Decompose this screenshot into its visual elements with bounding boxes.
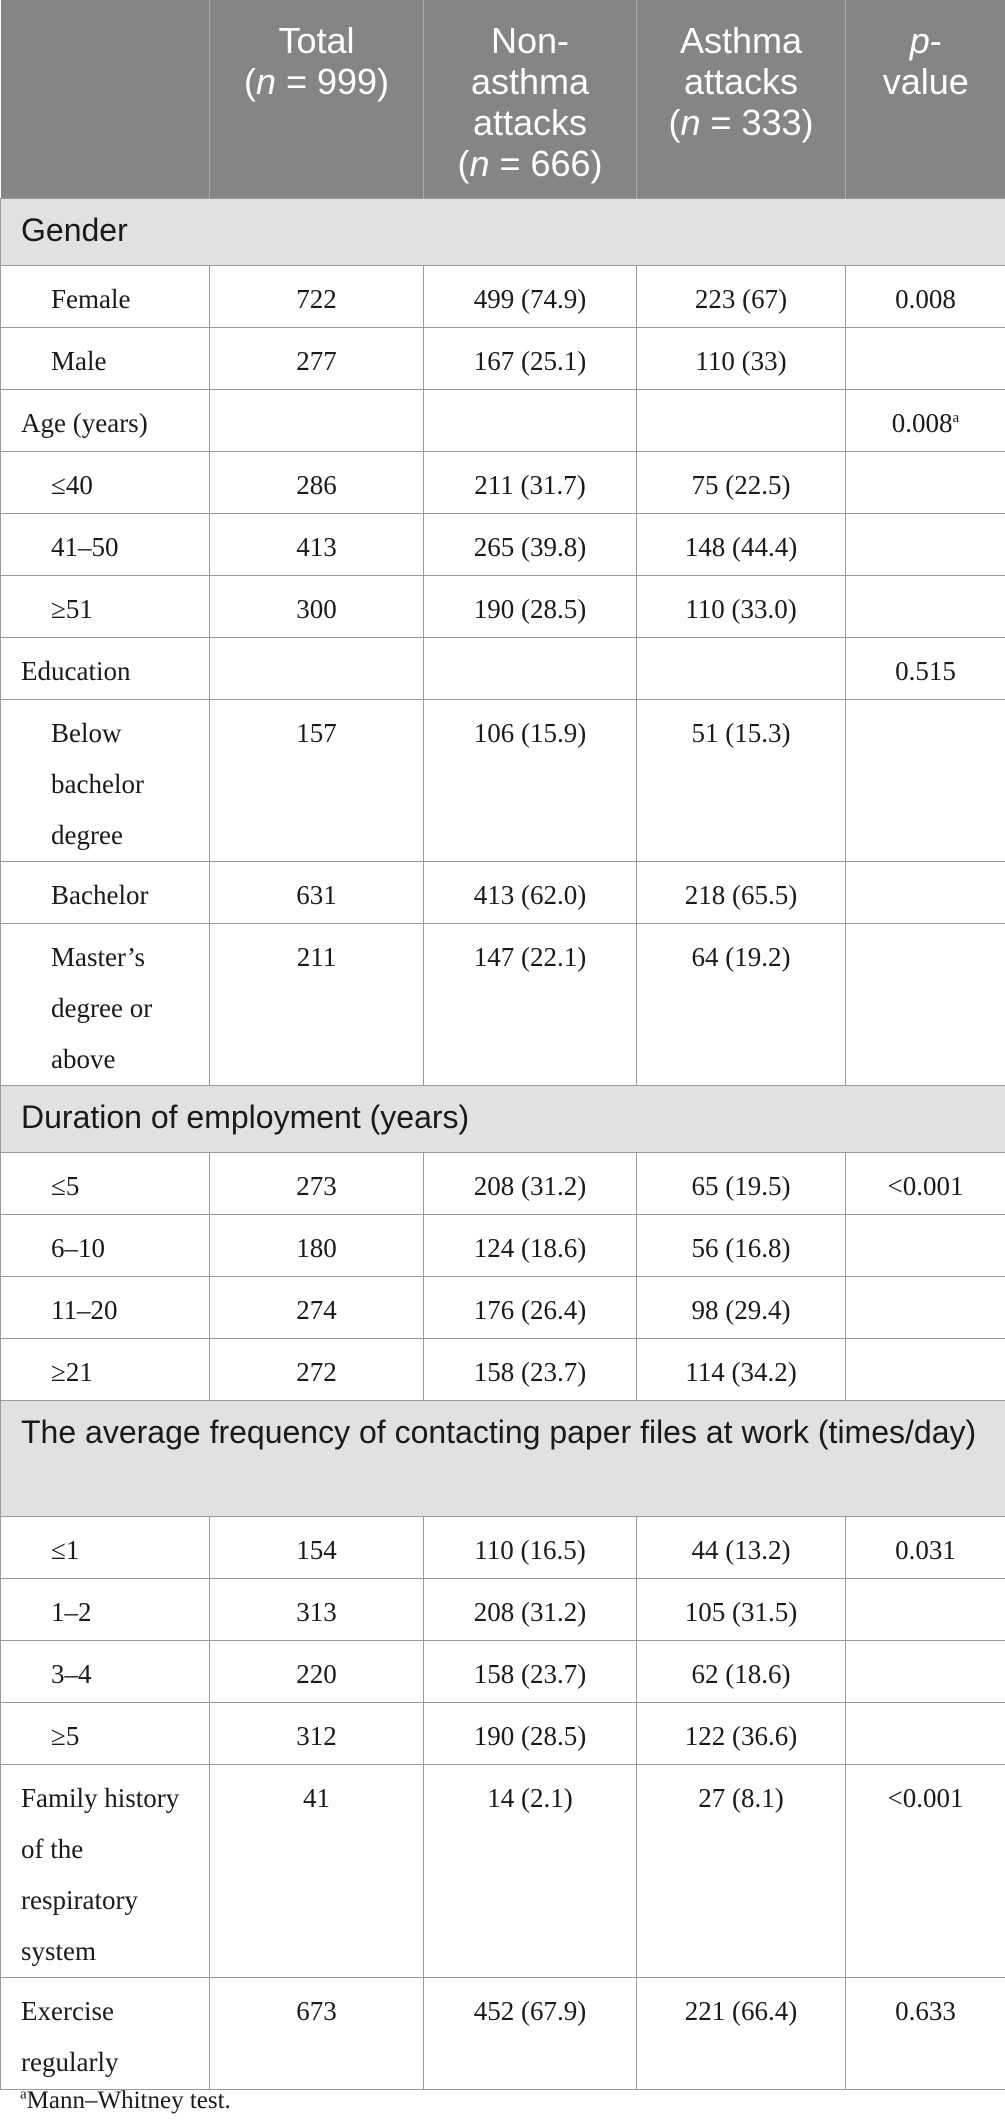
asthma-cell: 114 (34.2) — [637, 1338, 846, 1400]
total-cell: 300 — [210, 575, 424, 637]
header-total: Total (n = 999) — [210, 0, 424, 198]
table-row — [1, 451, 1005, 513]
total-cell: 312 — [210, 1702, 424, 1764]
row-label: ≥21 — [1, 1338, 210, 1400]
table-row — [1, 1276, 1005, 1338]
non-asthma-cell: 106 (15.9) — [424, 699, 637, 861]
p-value-cell — [846, 861, 1005, 923]
table-row — [1, 389, 1005, 451]
non-asthma-cell: 413 (62.0) — [424, 861, 637, 923]
p-value-cell — [846, 575, 1005, 637]
header-asthma: Asthma attacks (n = 333) — [637, 0, 846, 198]
row-label: Below bachelor degree — [1, 699, 210, 861]
table-row — [1, 513, 1005, 575]
total-cell — [210, 389, 424, 451]
non-asthma-cell: 124 (18.6) — [424, 1214, 637, 1276]
total-cell: 41 — [210, 1764, 424, 1977]
asthma-cell: 223 (67) — [637, 265, 846, 327]
header-row — [1, 0, 1005, 198]
p-value-cell: 0.031 — [846, 1516, 1005, 1578]
table-row — [1, 1516, 1005, 1578]
footnote-text: Mann–Whitney test. — [26, 2087, 231, 2114]
p-value-cell: <0.001 — [846, 1152, 1005, 1214]
p-value-cell — [846, 1578, 1005, 1640]
row-label: ≥51 — [1, 575, 210, 637]
asthma-cell: 64 (19.2) — [637, 923, 846, 1085]
table-row — [1, 575, 1005, 637]
footnote-marker: a — [952, 409, 960, 426]
total-cell — [210, 637, 424, 699]
row-label: ≤40 — [1, 451, 210, 513]
asthma-cell: 27 (8.1) — [637, 1764, 846, 1977]
p-value-cell — [846, 1338, 1005, 1400]
asthma-cell: 105 (31.5) — [637, 1578, 846, 1640]
table-row — [1, 1977, 1005, 2089]
table-row — [1, 923, 1005, 1085]
total-cell: 313 — [210, 1578, 424, 1640]
p-value-cell: 0.515 — [846, 637, 1005, 699]
asthma-cell: 65 (19.5) — [637, 1152, 846, 1214]
p-value-cell: 0.008 — [846, 265, 1005, 327]
total-cell: 220 — [210, 1640, 424, 1702]
non-asthma-cell: 190 (28.5) — [424, 575, 637, 637]
asthma-cell: 122 (36.6) — [637, 1702, 846, 1764]
header-p-value: p- value — [846, 0, 1005, 198]
p-value-cell — [846, 923, 1005, 1085]
footnote-marker: a — [20, 2086, 27, 2103]
non-asthma-cell: 147 (22.1) — [424, 923, 637, 1085]
total-cell: 413 — [210, 513, 424, 575]
asthma-cell: 56 (16.8) — [637, 1214, 846, 1276]
table-row — [1, 1578, 1005, 1640]
row-label: Female — [1, 265, 210, 327]
asthma-cell: 75 (22.5) — [637, 451, 846, 513]
total-cell: 722 — [210, 265, 424, 327]
row-label: ≥5 — [1, 1702, 210, 1764]
p-value-cell: <0.001 — [846, 1764, 1005, 1977]
total-cell: 157 — [210, 699, 424, 861]
row-label: 6–10 — [1, 1214, 210, 1276]
total-cell: 274 — [210, 1276, 424, 1338]
row-label: Age (years) — [1, 389, 210, 451]
non-asthma-cell — [424, 637, 637, 699]
section-gender: Gender — [1, 198, 1005, 265]
table-row — [1, 1152, 1005, 1214]
table-row — [1, 699, 1005, 861]
row-label: 1–2 — [1, 1578, 210, 1640]
table-row — [1, 861, 1005, 923]
p-value-cell — [846, 1276, 1005, 1338]
p-value-cell: 0.008$^a$ — [846, 389, 1005, 451]
total-cell: 154 — [210, 1516, 424, 1578]
asthma-cell: 51 (15.3) — [637, 699, 846, 861]
row-label: Family history of the respiratory system — [1, 1764, 210, 1977]
non-asthma-cell: 211 (31.7) — [424, 451, 637, 513]
non-asthma-cell: 158 (23.7) — [424, 1338, 637, 1400]
row-label: 41–50 — [1, 513, 210, 575]
table-row — [1, 1640, 1005, 1702]
non-asthma-cell — [424, 389, 637, 451]
section-employment: Duration of employment (years) — [1, 1085, 1005, 1152]
asthma-cell: 221 (66.4) — [637, 1977, 846, 2089]
asthma-cell: 44 (13.2) — [637, 1516, 846, 1578]
non-asthma-cell: 499 (74.9) — [424, 265, 637, 327]
p-value-cell: 0.633 — [846, 1977, 1005, 2089]
table-footnote — [20, 2087, 231, 2115]
non-asthma-cell: 265 (39.8) — [424, 513, 637, 575]
header-non-asthma: Non- asthma attacks (n = 666) — [424, 0, 637, 198]
p-value-cell — [846, 451, 1005, 513]
non-asthma-cell: 190 (28.5) — [424, 1702, 637, 1764]
non-asthma-cell: 14 (2.1) — [424, 1764, 637, 1977]
table-row — [1, 1214, 1005, 1276]
total-cell: 673 — [210, 1977, 424, 2089]
asthma-cell: 110 (33) — [637, 327, 846, 389]
row-label: Master’s degree or above — [1, 923, 210, 1085]
total-cell: 180 — [210, 1214, 424, 1276]
p-value-cell — [846, 1214, 1005, 1276]
row-label: Exercise regularly — [1, 1977, 210, 2089]
row-label: Male — [1, 327, 210, 389]
table-row — [1, 1764, 1005, 1977]
total-cell: 272 — [210, 1338, 424, 1400]
row-label: 3–4 — [1, 1640, 210, 1702]
total-cell: 273 — [210, 1152, 424, 1214]
non-asthma-cell: 110 (16.5) — [424, 1516, 637, 1578]
p-value-cell — [846, 699, 1005, 861]
total-cell: 631 — [210, 861, 424, 923]
table-row — [1, 1702, 1005, 1764]
total-cell: 277 — [210, 327, 424, 389]
row-label: ≤5 — [1, 1152, 210, 1214]
p-value-cell — [846, 1702, 1005, 1764]
p-value-cell — [846, 513, 1005, 575]
p-value-cell — [846, 1640, 1005, 1702]
row-label: Bachelor — [1, 861, 210, 923]
asthma-cell: 218 (65.5) — [637, 861, 846, 923]
p-value-cell — [846, 327, 1005, 389]
asthma-cell — [637, 637, 846, 699]
header-empty-cell — [1, 0, 210, 198]
table-row — [1, 1338, 1005, 1400]
non-asthma-cell: 176 (26.4) — [424, 1276, 637, 1338]
row-label: Education — [1, 637, 210, 699]
non-asthma-cell: 452 (67.9) — [424, 1977, 637, 2089]
total-cell: 211 — [210, 923, 424, 1085]
asthma-cell: 148 (44.4) — [637, 513, 846, 575]
asthma-cell — [637, 389, 846, 451]
section-row — [1, 1085, 1005, 1152]
asthma-cell: 110 (33.0) — [637, 575, 846, 637]
table-row — [1, 327, 1005, 389]
row-label: ≤1 — [1, 1516, 210, 1578]
table-row — [1, 637, 1005, 699]
section-row — [1, 198, 1005, 265]
total-cell: 286 — [210, 451, 424, 513]
section-row — [1, 1400, 1005, 1516]
table-row — [1, 265, 1005, 327]
asthma-cell: 62 (18.6) — [637, 1640, 846, 1702]
asthma-cell: 98 (29.4) — [637, 1276, 846, 1338]
section-paper-files: The average frequency of contacting paper files at work (times/day) — [1, 1400, 1005, 1516]
non-asthma-cell: 208 (31.2) — [424, 1152, 637, 1214]
non-asthma-cell: 158 (23.7) — [424, 1640, 637, 1702]
non-asthma-cell: 167 (25.1) — [424, 327, 637, 389]
non-asthma-cell: 208 (31.2) — [424, 1578, 637, 1640]
row-label: 11–20 — [1, 1276, 210, 1338]
